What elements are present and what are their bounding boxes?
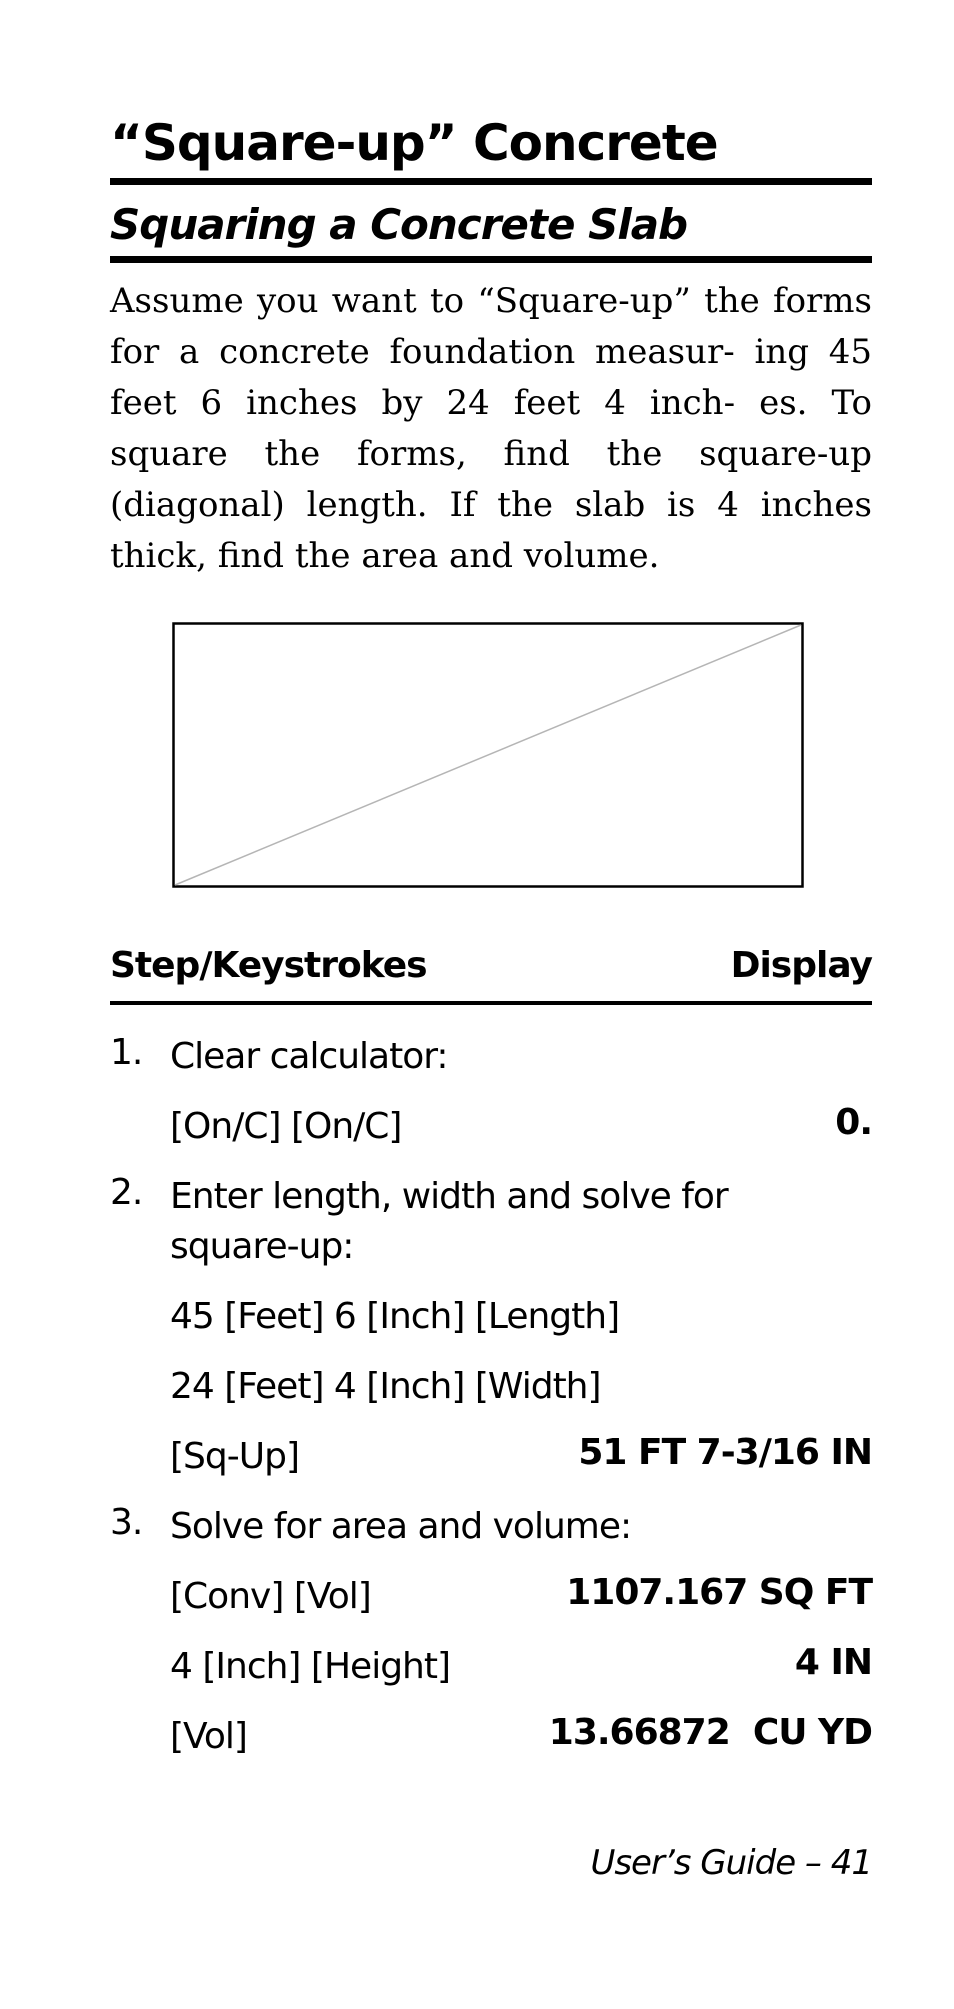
step-number: 3. xyxy=(110,1502,143,1543)
keystroke-row xyxy=(110,1642,872,1698)
page-footer: User’s Guide – 41 xyxy=(590,1843,872,1883)
title-rule xyxy=(110,178,872,185)
keystroke-keys: [Conv] [Vol] xyxy=(170,1576,371,1617)
keystroke-row xyxy=(110,1362,872,1418)
manual-page xyxy=(110,0,872,2009)
step-row xyxy=(110,1032,872,1088)
keystroke-display: 4 IN xyxy=(794,1642,872,1683)
keystroke-keys: [Vol] xyxy=(170,1716,247,1757)
keystroke-keys: [On/C] [On/C] xyxy=(170,1106,402,1147)
page-title: “Square-up” Concrete xyxy=(110,114,718,172)
keystroke-keys: 24 [Feet] 4 [Inch] [Width] xyxy=(170,1366,601,1407)
keystroke-display: 1107.167 SQ FT xyxy=(566,1572,872,1613)
header-display: Display xyxy=(730,945,872,986)
step-description: Solve for area and volume: xyxy=(170,1506,632,1547)
keystroke-row xyxy=(110,1432,872,1488)
step-row xyxy=(110,1502,872,1558)
keystroke-display: 13.66872 CU YD xyxy=(548,1712,872,1753)
intro-paragraph: Assume you want to “Square-up” the forms for a concrete foundation measur- ing 45 feet 6 inches by 24 feet 4 inch- es. To square the forms, find the square-up (diagonal) length. If the slab is 4 inches thick, find the area and volume. xyxy=(110,281,872,576)
header-rule xyxy=(110,1001,872,1005)
keystroke-row xyxy=(110,1712,872,1768)
keystroke-display: 51 FT 7-3/16 IN xyxy=(578,1432,872,1473)
keystroke-row xyxy=(110,1572,872,1628)
slab-diagram xyxy=(172,622,804,888)
step-number: 1. xyxy=(110,1032,143,1073)
section-subtitle: Squaring a Concrete Slab xyxy=(110,200,688,249)
header-step-keystrokes: Step/Keystrokes xyxy=(110,945,427,986)
slab-diagonal xyxy=(175,625,801,885)
subtitle-rule xyxy=(110,256,872,263)
step-number: 2. xyxy=(110,1172,143,1213)
keystroke-keys: [Sq-Up] xyxy=(170,1436,299,1477)
table-header xyxy=(110,945,872,1001)
keystroke-keys: 45 [Feet] 6 [Inch] [Length] xyxy=(170,1296,620,1337)
step-description: Enter length, width and solve for square-up: xyxy=(170,1176,728,1267)
keystroke-row xyxy=(110,1292,872,1348)
step-description: Clear calculator: xyxy=(170,1036,448,1077)
keystroke-display: 0. xyxy=(835,1102,872,1143)
keystroke-keys: 4 [Inch] [Height] xyxy=(170,1646,451,1687)
step-row xyxy=(110,1172,872,1282)
keystroke-row xyxy=(110,1102,872,1158)
